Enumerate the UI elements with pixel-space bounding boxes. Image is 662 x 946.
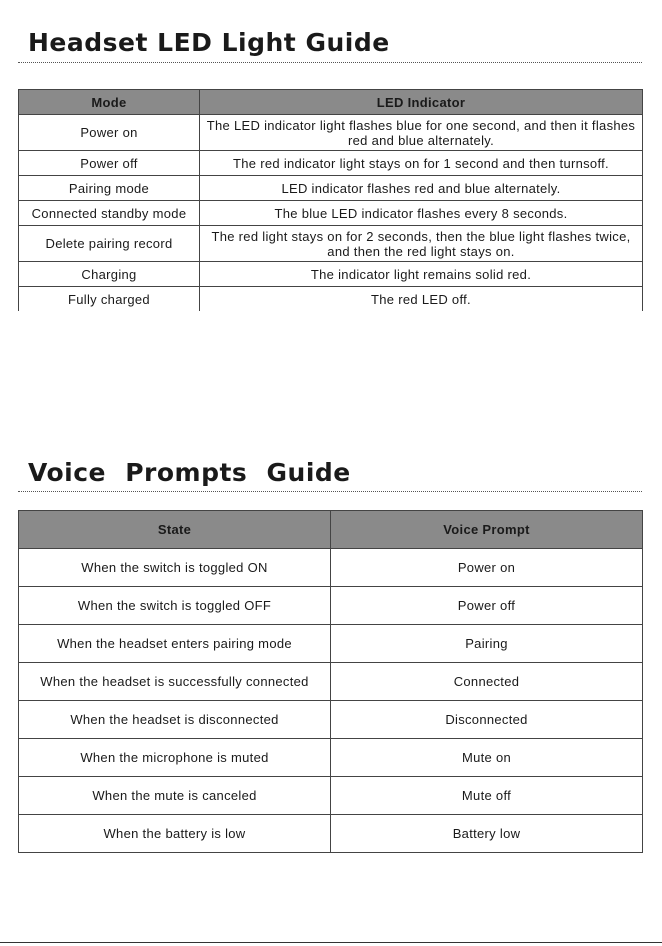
page-bottom-rule bbox=[0, 942, 662, 943]
table-row bbox=[19, 777, 643, 815]
voice-prompt-column-header: Voice Prompt bbox=[331, 511, 643, 549]
voice-guide-title: Voice Prompts Guide bbox=[28, 458, 351, 487]
voice-title-divider bbox=[18, 491, 642, 492]
table-header-row bbox=[19, 90, 643, 115]
table-row bbox=[19, 625, 643, 663]
table-row bbox=[19, 115, 643, 151]
led-title-divider bbox=[18, 62, 642, 63]
table-row bbox=[19, 201, 643, 226]
prompt-cell: Mute off bbox=[331, 777, 643, 815]
led-indicator-table bbox=[18, 89, 643, 311]
table-row bbox=[19, 701, 643, 739]
led-indicator-column-header: LED Indicator bbox=[200, 90, 643, 115]
mode-cell: Pairing mode bbox=[19, 176, 200, 201]
table-row bbox=[19, 815, 643, 853]
prompt-cell: Disconnected bbox=[331, 701, 643, 739]
state-column-header: State bbox=[19, 511, 331, 549]
mode-cell: Connected standby mode bbox=[19, 201, 200, 226]
mode-cell: Delete pairing record bbox=[19, 226, 200, 262]
indicator-cell: The red LED off. bbox=[200, 287, 643, 312]
state-cell: When the mute is canceled bbox=[19, 777, 331, 815]
prompt-cell: Battery low bbox=[331, 815, 643, 853]
state-cell: When the switch is toggled OFF bbox=[19, 587, 331, 625]
table-row bbox=[19, 151, 643, 176]
table-row bbox=[19, 262, 643, 287]
table-row bbox=[19, 226, 643, 262]
mode-column-header: Mode bbox=[19, 90, 200, 115]
table-header-row bbox=[19, 511, 643, 549]
mode-cell: Charging bbox=[19, 262, 200, 287]
table-row bbox=[19, 587, 643, 625]
state-cell: When the headset is disconnected bbox=[19, 701, 331, 739]
prompt-cell: Pairing bbox=[331, 625, 643, 663]
state-cell: When the headset enters pairing mode bbox=[19, 625, 331, 663]
mode-cell: Power on bbox=[19, 115, 200, 151]
indicator-cell: LED indicator flashes red and blue alternately. bbox=[200, 176, 643, 201]
indicator-cell: The LED indicator light flashes blue for one second, and then it flashes red and blue alternately. bbox=[200, 115, 643, 151]
led-guide-title: Headset LED Light Guide bbox=[28, 28, 390, 57]
indicator-cell: The indicator light remains solid red. bbox=[200, 262, 643, 287]
table-row bbox=[19, 739, 643, 777]
state-cell: When the switch is toggled ON bbox=[19, 549, 331, 587]
mode-cell: Power off bbox=[19, 151, 200, 176]
state-cell: When the headset is successfully connected bbox=[19, 663, 331, 701]
state-cell: When the battery is low bbox=[19, 815, 331, 853]
prompt-cell: Power off bbox=[331, 587, 643, 625]
prompt-cell: Power on bbox=[331, 549, 643, 587]
table-row bbox=[19, 176, 643, 201]
state-cell: When the microphone is muted bbox=[19, 739, 331, 777]
indicator-cell: The blue LED indicator flashes every 8 seconds. bbox=[200, 201, 643, 226]
indicator-cell: The red indicator light stays on for 1 second and then turnsoff. bbox=[200, 151, 643, 176]
prompt-cell: Connected bbox=[331, 663, 643, 701]
table-row bbox=[19, 663, 643, 701]
table-row bbox=[19, 549, 643, 587]
prompt-cell: Mute on bbox=[331, 739, 643, 777]
indicator-cell: The red light stays on for 2 seconds, then the blue light flashes twice, and then the red light stays on. bbox=[200, 226, 643, 262]
mode-cell: Fully charged bbox=[19, 287, 200, 312]
voice-prompts-table bbox=[18, 510, 643, 853]
table-row bbox=[19, 287, 643, 312]
